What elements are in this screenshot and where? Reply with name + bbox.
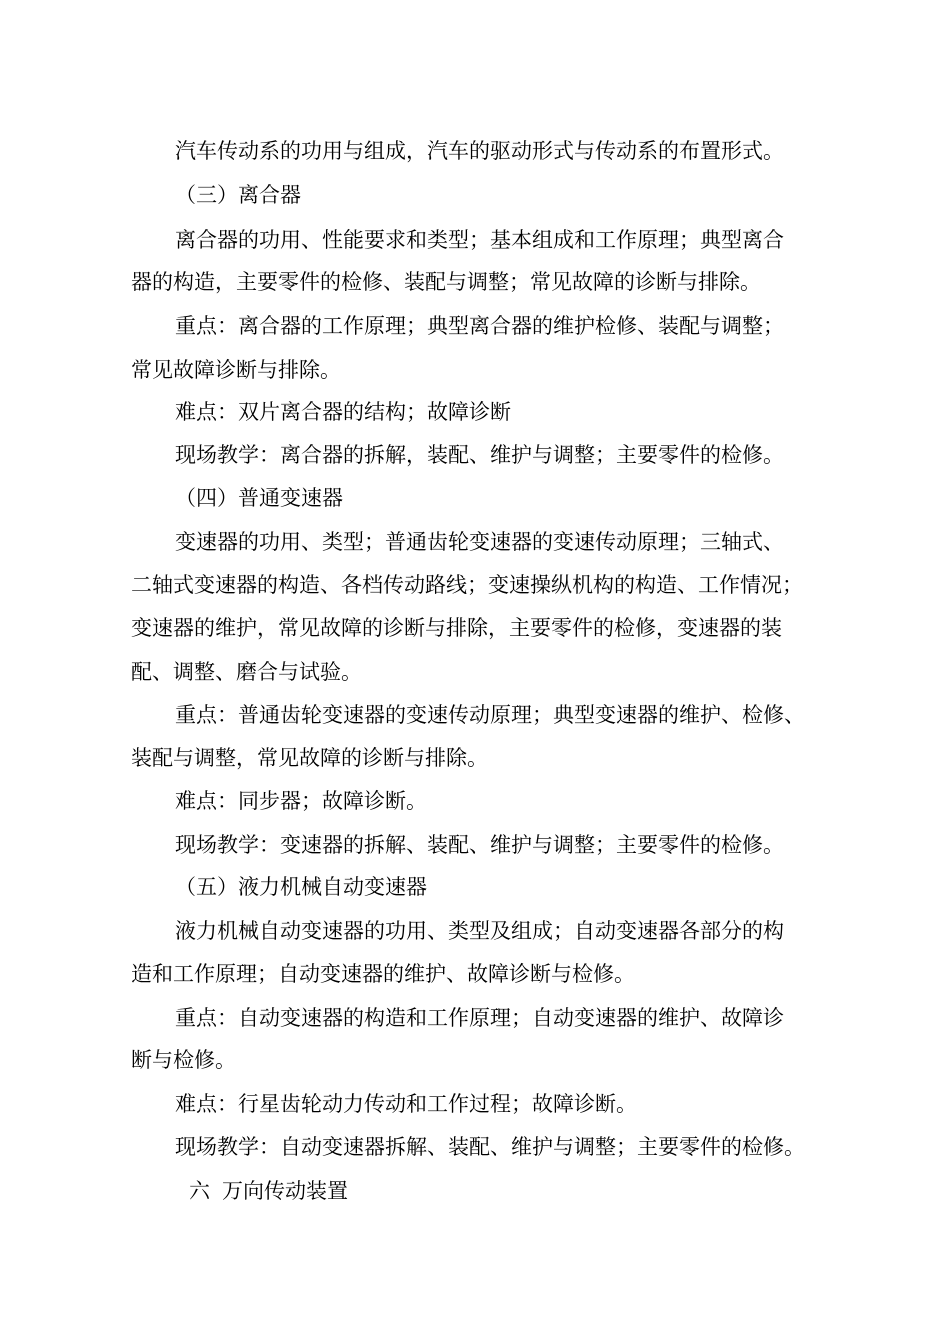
paragraph-line: 离合器的功用、性能要求和类型；基本组成和工作原理；典型离合 bbox=[175, 228, 784, 252]
paragraph-line: 变速器的功用、类型；普通齿轮变速器的变速传动原理；三轴式、 bbox=[175, 530, 784, 554]
paragraph-line: 难点：行星齿轮动力传动和工作过程；故障诊断。 bbox=[175, 1092, 637, 1116]
section-number: 六 bbox=[189, 1179, 210, 1203]
paragraph-line: 重点：自动变速器的构造和工作原理；自动变速器的维护、故障诊 bbox=[175, 1006, 784, 1030]
section-heading bbox=[189, 1177, 950, 1205]
paragraph-line: 现场教学：离合器的拆解，装配、维护与调整；主要零件的检修。 bbox=[175, 443, 784, 467]
paragraph-line: 重点：普通齿轮变速器的变速传动原理；典型变速器的维护、检修、 bbox=[175, 703, 805, 727]
paragraph-line: 重点：离合器的工作原理；典型离合器的维护检修、装配与调整； bbox=[175, 314, 784, 338]
subsection-heading: （五）液力机械自动变速器 bbox=[175, 875, 427, 899]
paragraph-line: 现场教学：变速器的拆解、装配、维护与调整；主要零件的检修。 bbox=[175, 833, 784, 857]
subsection-heading: （四）普通变速器 bbox=[175, 486, 343, 510]
section-title: 万向传动装置 bbox=[222, 1179, 348, 1203]
paragraph-line: 断与检修。 bbox=[131, 1048, 236, 1072]
paragraph-line: 配、调整、磨合与试验。 bbox=[131, 660, 362, 684]
paragraph-line: 液力机械自动变速器的功用、类型及组成；自动变速器各部分的构 bbox=[175, 919, 784, 943]
paragraph-line: 常见故障诊断与排除。 bbox=[131, 358, 341, 382]
paragraph-line: 难点：同步器；故障诊断。 bbox=[175, 789, 427, 813]
paragraph-line: 装配与调整，常见故障的诊断与排除。 bbox=[131, 746, 488, 770]
paragraph-line: 现场教学：自动变速器拆解、装配、维护与调整；主要零件的检修。 bbox=[175, 1135, 805, 1159]
paragraph-line: 汽车传动系的功用与组成，汽车的驱动形式与传动系的布置形式。 bbox=[175, 139, 784, 163]
paragraph-line: 造和工作原理；自动变速器的维护、故障诊断与检修。 bbox=[131, 962, 635, 986]
paragraph-line: 二轴式变速器的构造、各档传动路线；变速操纵机构的构造、工作情况； bbox=[131, 573, 803, 597]
paragraph-line: 器的构造，主要零件的检修、装配与调整；常见故障的诊断与排除。 bbox=[131, 270, 761, 294]
paragraph-line: 难点：双片离合器的结构；故障诊断 bbox=[175, 400, 511, 424]
subsection-heading: （三）离合器 bbox=[175, 183, 301, 207]
paragraph-line: 变速器的维护，常见故障的诊断与排除，主要零件的检修，变速器的装 bbox=[131, 616, 782, 640]
